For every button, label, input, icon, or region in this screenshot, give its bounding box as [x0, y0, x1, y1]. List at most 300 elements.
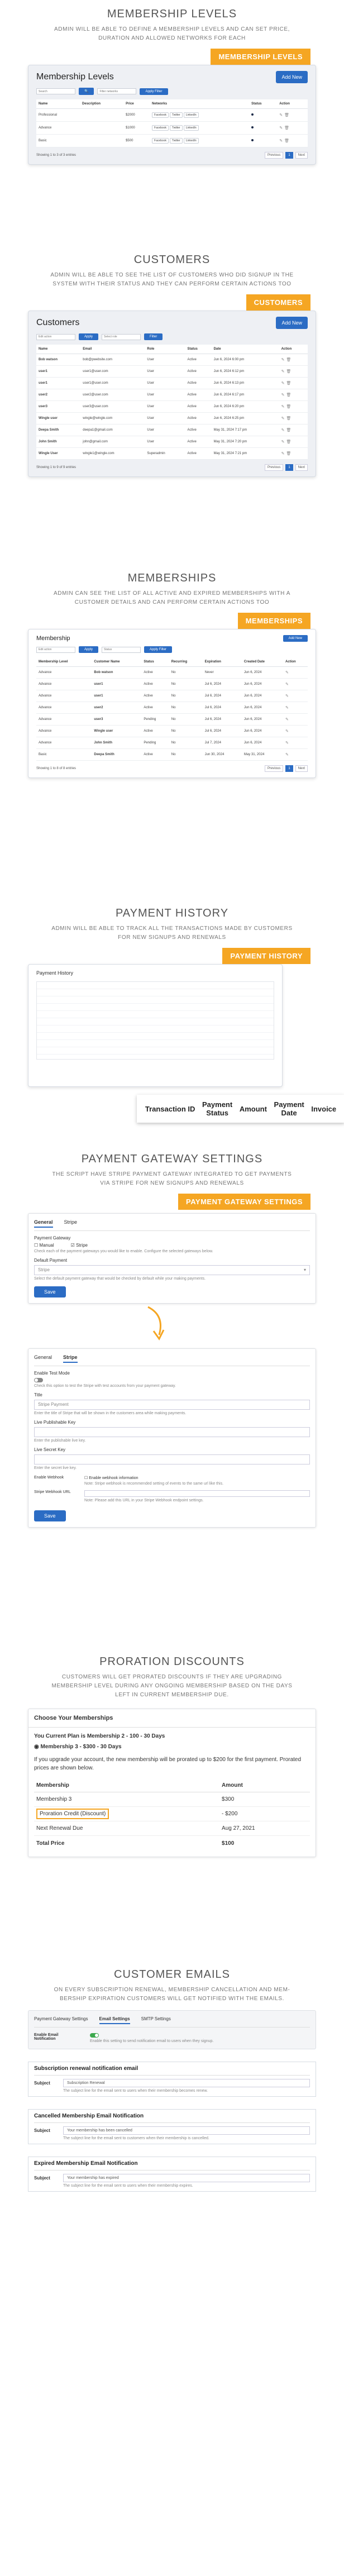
- network-badge: [170, 125, 183, 131]
- table-row: [36, 448, 308, 460]
- customer-name: user1: [92, 690, 141, 702]
- recurring: No: [169, 679, 203, 690]
- customer-email: user3@user.com: [80, 401, 145, 413]
- search-input[interactable]: [36, 88, 75, 94]
- network-name: LinkedIn: [185, 126, 197, 130]
- customer-name: user1: [36, 366, 80, 378]
- network-name: LinkedIn: [185, 139, 197, 142]
- status-badge: Active: [141, 690, 169, 702]
- status-badge: [185, 413, 212, 424]
- row-actions: [283, 679, 308, 690]
- col-payment-date: Payment Date: [274, 1100, 304, 1117]
- delete-icon[interactable]: 🗑: [286, 440, 293, 444]
- section-description: ADMIN WILL BE ABLE TO SEE THE LIST OF CUSTOMERS WHO DID SIGNUP IN THE SYSTEM WITH THEIR STATUS AND THEY CAN PERFORM CERTAIN ACTIONS TOO: [50, 272, 294, 287]
- title-label: Title: [34, 1392, 42, 1397]
- network-badge: [152, 125, 169, 131]
- customer-email: user1@user.com: [80, 366, 145, 378]
- recurring: No: [169, 702, 203, 714]
- status-badge: Active: [141, 726, 169, 737]
- panel-title: Customers: [36, 318, 80, 327]
- filter-input[interactable]: [97, 88, 136, 94]
- proration-section: [0, 1648, 344, 1960]
- membership-levels-panel: [28, 65, 316, 165]
- tab-general[interactable]: General: [34, 1219, 53, 1228]
- card-title: Choose Your Memberships: [28, 1709, 316, 1728]
- webhook-url-input[interactable]: [84, 1490, 310, 1497]
- status-select[interactable]: [102, 647, 141, 653]
- customer-name: user1: [92, 679, 141, 690]
- customer-role: User: [145, 389, 185, 401]
- column-header: Description: [80, 99, 123, 109]
- network-name: Twitter: [172, 113, 180, 117]
- status-badge: Active: [141, 667, 169, 679]
- stripe-checkbox[interactable]: ☑ Stripe: [70, 1243, 88, 1248]
- column-header: Networks: [150, 99, 249, 109]
- edit-icon[interactable]: ✎: [285, 694, 290, 698]
- level-name: Basic: [36, 135, 80, 147]
- level-description: [80, 135, 123, 147]
- edit-icon[interactable]: ✎: [281, 440, 286, 444]
- delete-icon[interactable]: 🗑: [284, 126, 291, 130]
- row-label: [34, 1807, 219, 1821]
- edit-icon[interactable]: ✎: [281, 417, 286, 421]
- table-row: [34, 1807, 310, 1821]
- table-row: [36, 702, 308, 714]
- status-dot-icon: [251, 113, 254, 116]
- network-badge: [170, 138, 183, 144]
- expiration: Jul 6, 2024: [203, 679, 242, 690]
- previous-page-button[interactable]: Previous: [265, 152, 283, 159]
- webhook-label: Enable Webhook: [34, 1476, 64, 1480]
- save-button[interactable]: Save: [34, 1510, 66, 1521]
- created-date: May 31, 2024: [242, 749, 283, 761]
- column-header: Price: [123, 99, 150, 109]
- add-new-button[interactable]: Add New: [283, 635, 308, 642]
- next-page-button[interactable]: Next: [295, 152, 308, 159]
- table-row: [36, 726, 308, 737]
- network-badge: [184, 125, 199, 131]
- subject-label: Subject: [34, 2176, 50, 2181]
- table-row: [36, 749, 308, 761]
- col-membership: Membership: [34, 1779, 219, 1792]
- edit-icon[interactable]: ✎: [285, 706, 290, 710]
- section-description: CUSTOMERS WILL GET PRORATED DISCOUNTS IF THEY ARE UPGRADING MEMBERSHIP LEVEL DURING ANY ONGOING MEMBERSHIP BASED ON THE DAYS LEFT IN CURRENT MEMBERSHIP DUE.: [51, 1674, 293, 1698]
- edit-icon[interactable]: ✎: [281, 358, 286, 362]
- search-button[interactable]: 🔍: [79, 88, 94, 95]
- created-date: Jun 6, 2024: [242, 726, 283, 737]
- membership-level: Basic: [36, 749, 92, 761]
- column-header: Email: [80, 345, 145, 354]
- apply-button[interactable]: Apply: [79, 646, 98, 653]
- enable-email-label: Enable Email Notification: [34, 2033, 59, 2041]
- row-value: - $200: [219, 1807, 310, 1821]
- table-row: [36, 366, 308, 378]
- membership-level: Advance: [36, 667, 92, 679]
- row-actions: [283, 714, 308, 726]
- customer-date: Jun 6, 2024 6:12 pm: [212, 366, 279, 378]
- row-label-text: Proration Credit (Discount): [36, 1809, 109, 1819]
- expiration: Never: [203, 667, 242, 679]
- delete-icon[interactable]: 🗑: [284, 139, 291, 143]
- edit-icon[interactable]: ✎: [281, 393, 286, 397]
- column-header: Customer Name: [92, 657, 141, 667]
- network-name: Facebook: [154, 113, 166, 117]
- edit-icon[interactable]: ✎: [281, 405, 286, 409]
- table-row: [34, 1821, 310, 1836]
- customer-role: User: [145, 401, 185, 413]
- expiration: Jul 7, 2024: [203, 737, 242, 749]
- status-badge: [185, 378, 212, 389]
- gateway-hint: Check each of the payment gateways you would like to enable. Configure the selected gateways below.: [34, 1249, 213, 1253]
- status-text: Active: [187, 417, 197, 420]
- test-mode-toggle[interactable]: [34, 1378, 43, 1382]
- status-badge: Active: [141, 749, 169, 761]
- level-status[interactable]: [249, 135, 277, 147]
- row-label: [34, 1792, 219, 1807]
- status-badge: [185, 354, 212, 366]
- page-1-button[interactable]: 1: [285, 464, 293, 471]
- customer-name: Deepa Smith: [92, 749, 141, 761]
- customer-name: Bob watson: [92, 667, 141, 679]
- subject-hint: The subject line for the email sent to users when their membership expires.: [63, 2184, 193, 2188]
- membership-option-radio[interactable]: ◉ Membership 3 - $300 - 30 Days: [34, 1744, 122, 1750]
- enable-email-hint: Enable this setting to send notification email to users when they signup.: [90, 2039, 214, 2043]
- status-text: Active: [187, 428, 197, 432]
- section-ribbon: PAYMENT GATEWAY SETTINGS: [178, 1194, 310, 1210]
- level-name: Professional: [36, 109, 80, 122]
- created-date: Jun 6, 2024: [242, 667, 283, 679]
- edit-icon[interactable]: ✎: [285, 683, 290, 686]
- column-header: Status: [141, 657, 169, 667]
- publishable-key-hint: Enter the publishable live key.: [34, 1439, 86, 1443]
- memberships-table: [36, 657, 308, 761]
- table-row: [36, 667, 308, 679]
- webhook-url-note: Note: Please add this URL in your Stripe Webhook endpoint settings.: [84, 1499, 204, 1502]
- expiration: Jun 30, 2024: [203, 749, 242, 761]
- level-networks: [150, 135, 249, 147]
- edit-icon[interactable]: ✎: [285, 753, 290, 757]
- table-row: [36, 679, 308, 690]
- row-actions: [283, 737, 308, 749]
- edit-icon[interactable]: ✎: [285, 671, 290, 675]
- column-header: Expiration: [203, 657, 242, 667]
- card-title: Cancelled Membership Email Notification: [34, 2113, 310, 2123]
- subject-hint: The subject line for the email sent to users when their membership becomes renew.: [63, 2089, 208, 2093]
- subject-input[interactable]: Your membership has been cancelled: [63, 2126, 310, 2135]
- page-1-button[interactable]: 1: [285, 765, 293, 772]
- stripe-settings-card: [28, 1348, 316, 1528]
- row-actions: [279, 424, 308, 436]
- recurring: No: [169, 737, 203, 749]
- membership-option-label: Membership 3 - $300 - 30 Days: [40, 1744, 122, 1750]
- delete-icon[interactable]: 🗑: [284, 113, 291, 117]
- table-row: [36, 690, 308, 702]
- enable-email-toggle[interactable]: [90, 2033, 99, 2038]
- page-1-button[interactable]: 1: [285, 152, 293, 159]
- row-label: [34, 1821, 219, 1836]
- customer-email: bob@pwebsite.com: [80, 354, 145, 366]
- status-badge: [185, 424, 212, 436]
- add-new-button[interactable]: Add New: [276, 71, 308, 83]
- section-title: PAYMENT GATEWAY SETTINGS: [81, 1153, 263, 1165]
- delete-icon[interactable]: 🗑: [286, 370, 293, 374]
- delete-icon[interactable]: 🗑: [286, 452, 293, 456]
- status-badge: [185, 401, 212, 413]
- publishable-key-input[interactable]: [34, 1427, 310, 1437]
- status-text: Active: [187, 405, 197, 408]
- level-price: $500: [123, 135, 150, 147]
- manual-checkbox[interactable]: ☐ Manual: [34, 1243, 54, 1248]
- network-name: Twitter: [172, 139, 180, 142]
- add-new-button[interactable]: Add New: [276, 317, 308, 329]
- customer-email: user1@user.com: [80, 378, 145, 389]
- table-row: [36, 424, 308, 436]
- customer-name: John Smith: [36, 436, 80, 448]
- subject-label: Subject: [34, 2081, 50, 2086]
- customer-date: Jun 6, 2024 6:25 pm: [212, 413, 279, 424]
- secret-key-input[interactable]: [34, 1454, 310, 1464]
- edit-icon[interactable]: ✎: [281, 370, 286, 374]
- secret-key-label: Live Secret Key: [34, 1447, 66, 1452]
- section-ribbon: PAYMENT HISTORY: [222, 948, 310, 964]
- delete-icon[interactable]: 🗑: [286, 428, 293, 432]
- subject-hint: The subject line for the email sent to customers when their membership is cancelled.: [63, 2136, 209, 2140]
- previous-page-button[interactable]: Previous: [265, 464, 283, 471]
- row-actions: [279, 448, 308, 460]
- customer-date: Jun 6, 2024 6:13 pm: [212, 378, 279, 389]
- row-actions: [277, 122, 308, 135]
- customer-name: Bob watson: [36, 354, 80, 366]
- customer-role: Superadmin: [145, 448, 185, 460]
- row-actions: [279, 378, 308, 389]
- row-actions: [279, 413, 308, 424]
- edit-icon[interactable]: ✎: [281, 452, 286, 456]
- column-header: Status: [185, 345, 212, 354]
- status-text: Active: [187, 358, 197, 361]
- edit-icon[interactable]: ✎: [281, 428, 286, 432]
- level-networks: [150, 122, 249, 135]
- stripe-label: Stripe: [76, 1243, 88, 1248]
- publishable-key-label: Live Publishable Key: [34, 1420, 76, 1425]
- payment-history-table: [36, 981, 274, 1060]
- table-row: [36, 401, 308, 413]
- status-badge: Pending: [141, 737, 169, 749]
- table-row: [36, 389, 308, 401]
- payment-gateway-label: Payment Gateway: [34, 1235, 71, 1241]
- tab-smtp-settings[interactable]: SMTP Settings: [141, 2016, 171, 2021]
- cancelled-notification-card: [28, 2109, 316, 2144]
- total-label: Total Price: [36, 1840, 65, 1847]
- table-row: [36, 135, 308, 147]
- delete-icon[interactable]: 🗑: [286, 393, 293, 397]
- status-badge: Active: [141, 702, 169, 714]
- customer-name: Wingle User: [36, 448, 80, 460]
- row-label-text: Next Renewal Due: [36, 1825, 83, 1831]
- row-actions: [283, 726, 308, 737]
- bulk-action-select[interactable]: [36, 334, 75, 340]
- network-name: Facebook: [154, 126, 166, 130]
- expired-notification-card: [28, 2157, 316, 2192]
- row-actions: [277, 109, 308, 122]
- tab-stripe[interactable]: Stripe: [63, 1354, 78, 1363]
- next-page-button[interactable]: Next: [295, 765, 308, 772]
- previous-page-button[interactable]: Previous: [265, 765, 283, 772]
- tab-stripe[interactable]: Stripe: [64, 1219, 78, 1225]
- general-settings-card: [28, 1213, 316, 1304]
- recurring: No: [169, 714, 203, 726]
- apply-filter-button[interactable]: Apply Filter: [140, 88, 168, 95]
- panel-title: Membership: [36, 635, 70, 642]
- expiration: Jul 6, 2024: [203, 714, 242, 726]
- recurring: No: [169, 749, 203, 761]
- section-title: CUSTOMERS: [133, 254, 211, 266]
- status-text: Active: [187, 393, 197, 397]
- column-header: Action: [279, 345, 308, 354]
- section-title: MEMBERSHIP LEVELS: [107, 8, 237, 20]
- status-badge: [185, 436, 212, 448]
- customer-role: User: [145, 366, 185, 378]
- membership-levels-table: [36, 99, 308, 147]
- edit-icon[interactable]: ✎: [285, 718, 290, 722]
- section-description: THE SCRIPT HAVE STRIPE PAYMENT GATEWAY INTEGRATED TO GET PAYMENTS VIA STRIPE FOR NEW SIGNUPS AND RENEWALS: [52, 1171, 292, 1186]
- row-value: Aug 27, 2021: [219, 1821, 310, 1836]
- entries-count: Showing 1 to 3 of 3 entries: [36, 154, 77, 157]
- membership-level: Advance: [36, 690, 92, 702]
- customer-role: User: [145, 413, 185, 424]
- section-description: ADMIN WILL BE ABLE TO TRACK ALL THE TRANSACTIONS MADE BY CUSTOMERS FOR NEW SIGNUPS AND RENEWALS: [51, 926, 293, 941]
- row-actions: [283, 690, 308, 702]
- level-networks: [150, 109, 249, 122]
- edit-icon[interactable]: ✎: [285, 741, 290, 745]
- panel-title: Payment History: [36, 970, 74, 976]
- status-badge: [185, 448, 212, 460]
- network-badge: [184, 138, 199, 144]
- status-badge: [185, 389, 212, 401]
- subject-input[interactable]: Your membership has expired: [63, 2174, 310, 2182]
- membership-level: Advance: [36, 714, 92, 726]
- col-transaction-id: Transaction ID: [145, 1104, 195, 1113]
- table-row: [36, 413, 308, 424]
- section-title: PAYMENT HISTORY: [115, 907, 229, 919]
- total-value: $100: [222, 1840, 235, 1847]
- status-text: Active: [187, 452, 197, 455]
- network-name: Twitter: [172, 126, 180, 130]
- section-description: ADMIN WILL BE ABLE TO DEFINE A MEMBERSHIP LEVELS AND CAN SET PRICE, DURATION AND ALLOWED NETWORKS FOR EACH: [54, 26, 290, 41]
- customer-role: User: [145, 436, 185, 448]
- apply-button[interactable]: Apply: [79, 333, 98, 340]
- customer-name: Deepa Smith: [36, 424, 80, 436]
- webhook-value: Enable webhook information: [89, 1476, 138, 1480]
- network-badge: [152, 138, 169, 144]
- row-actions: [279, 401, 308, 413]
- recurring: No: [169, 690, 203, 702]
- payment-history-panel: [28, 964, 283, 1087]
- created-date: Jun 6, 2024: [242, 714, 283, 726]
- delete-icon[interactable]: 🗑: [286, 358, 293, 362]
- manual-label: Manual: [39, 1243, 54, 1248]
- default-payment-hint: Select the default payment gateway that would be checked by default while your making payments.: [34, 1277, 206, 1281]
- status-text: Active: [187, 370, 197, 373]
- created-date: Jun 6, 2024: [242, 679, 283, 690]
- expiration: Jul 6, 2024: [203, 702, 242, 714]
- section-description: ON EVERY SUBSCRIPTION RENEWAL, MEMBERSHIP CANCELLATION AND MEM-BERSHIP EXPIRATION CUSTOMERS WILL GET NOTIFIED WITH THE EMAILS.: [54, 1987, 290, 2002]
- tab-email-settings[interactable]: Email Settings: [99, 2016, 130, 2024]
- tab-payment-gateway[interactable]: Payment Gateway Settings: [34, 2016, 88, 2021]
- bulk-action-select[interactable]: [36, 647, 75, 653]
- status-badge: Active: [141, 679, 169, 690]
- level-status[interactable]: [249, 109, 277, 122]
- customer-role: User: [145, 424, 185, 436]
- delete-icon[interactable]: 🗑: [286, 405, 293, 409]
- tab-general[interactable]: General: [34, 1354, 52, 1360]
- default-payment-select[interactable]: [34, 1265, 310, 1275]
- customer-date: May 31, 2024 7:17 pm: [212, 424, 279, 436]
- delete-icon[interactable]: 🗑: [286, 381, 293, 385]
- edit-icon[interactable]: ✎: [279, 113, 285, 117]
- edit-icon[interactable]: ✎: [279, 139, 285, 143]
- network-name: LinkedIn: [185, 113, 197, 117]
- filter-button[interactable]: Filter: [144, 333, 163, 340]
- table-row: [36, 354, 308, 366]
- card-title: Expired Membership Email Notification: [34, 2160, 310, 2170]
- network-badge: [170, 112, 183, 118]
- customer-email: wingle1@wingle.com: [80, 448, 145, 460]
- row-actions: [283, 749, 308, 761]
- next-page-button[interactable]: Next: [295, 464, 308, 471]
- edit-icon[interactable]: ✎: [285, 729, 290, 733]
- col-invoice: Invoice: [311, 1104, 337, 1113]
- col-amount: Amount: [239, 1104, 267, 1113]
- delete-icon[interactable]: 🗑: [286, 417, 293, 421]
- title-input[interactable]: Stripe Payment: [34, 1400, 310, 1410]
- proration-table: [34, 1779, 310, 1851]
- customer-name: John Smith: [92, 737, 141, 749]
- save-button[interactable]: Save: [34, 1286, 66, 1297]
- webhook-note: Note: Stripe webhook is recommended setting of events to the same url like this.: [84, 1482, 224, 1486]
- subject-input[interactable]: Subscription Renewal: [63, 2079, 310, 2087]
- panel-title: Membership Levels: [36, 72, 114, 82]
- row-actions: [283, 702, 308, 714]
- customer-name: user2: [92, 702, 141, 714]
- membership-level: Advance: [36, 679, 92, 690]
- table-row: [34, 1792, 310, 1807]
- column-header: Membership Level: [36, 657, 92, 667]
- role-select[interactable]: [102, 334, 141, 340]
- customer-emails-section: [0, 1960, 344, 2241]
- column-header: Created Date: [242, 657, 283, 667]
- apply-filter-button[interactable]: Apply Filter: [144, 646, 172, 653]
- entries-count: Showing 1 to 9 of 9 entries: [36, 466, 77, 469]
- table-row: [36, 122, 308, 135]
- customer-role: User: [145, 354, 185, 366]
- col-amount: Amount: [219, 1779, 310, 1792]
- payment-gateway-section: [0, 1145, 344, 1648]
- level-status[interactable]: [249, 122, 277, 135]
- column-header: Action: [283, 657, 308, 667]
- webhook-url-label: Stripe Webhook URL: [34, 1490, 71, 1494]
- status-badge: Pending: [141, 714, 169, 726]
- edit-icon[interactable]: ✎: [279, 126, 285, 130]
- section-description: ADMIN CAN SEE THE LIST OF ALL ACTIVE AND EXPIRED MEMBERSHIPS WITH A CUSTOMER DETAILS AND CAN PERFORM CERTAIN ACTIONS TOO: [54, 590, 290, 605]
- row-actions: [279, 354, 308, 366]
- col-payment-status: Payment Status: [202, 1100, 233, 1117]
- customers-table: [36, 345, 308, 460]
- subject-label: Subject: [34, 2128, 50, 2133]
- table-row: [36, 109, 308, 122]
- edit-icon[interactable]: ✎: [281, 381, 286, 385]
- webhook-checkbox[interactable]: ☐ Enable webhook information: [84, 1476, 138, 1480]
- table-row: [36, 714, 308, 726]
